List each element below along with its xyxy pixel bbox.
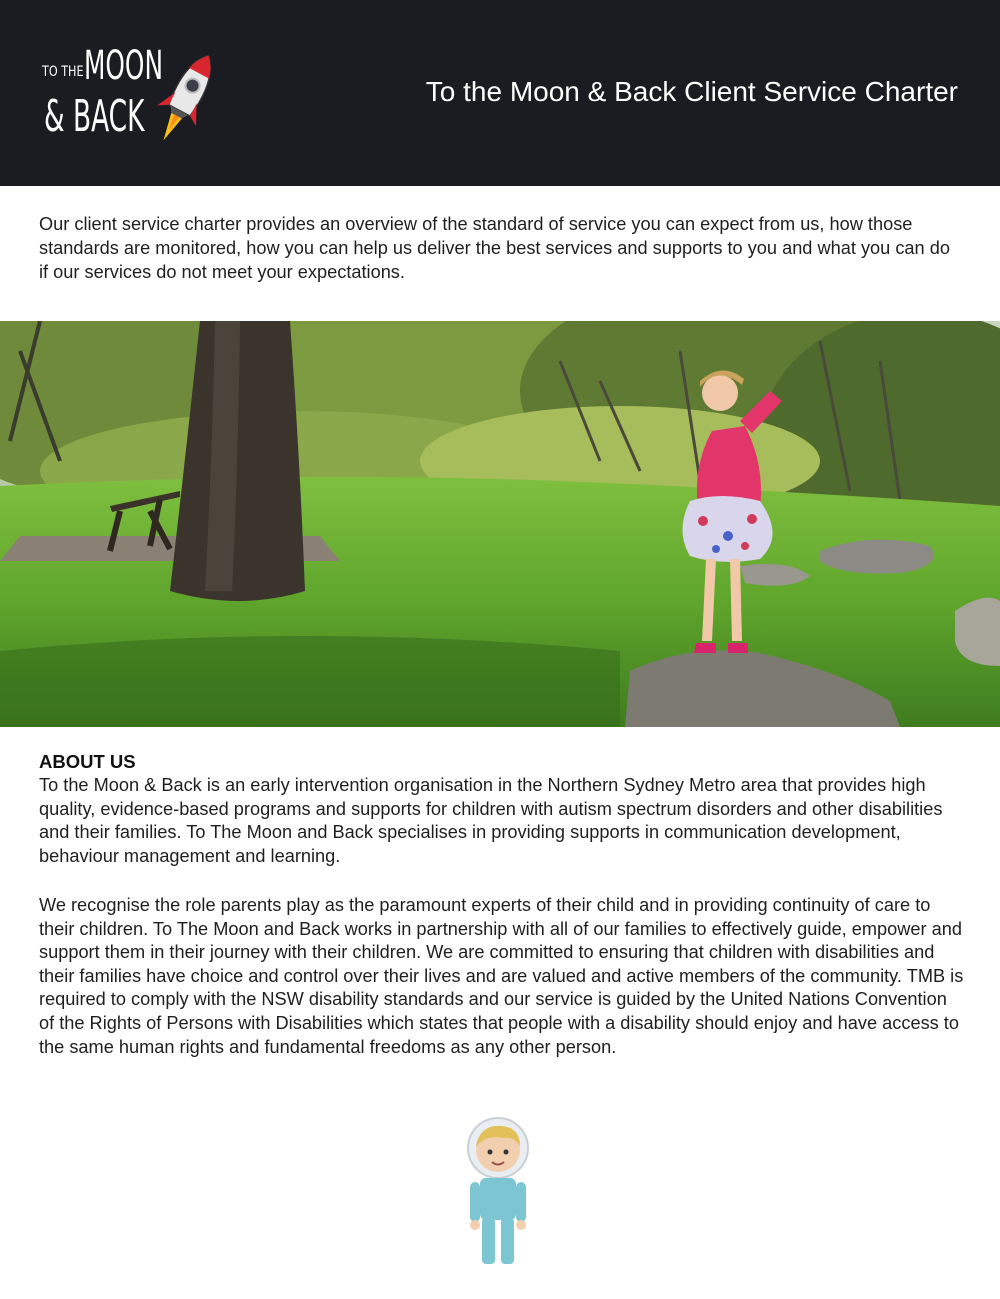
brand-logo xyxy=(38,42,218,152)
astronaut-icon xyxy=(458,1112,538,1270)
page-title: To the Moon & Back Client Service Charter xyxy=(425,76,958,107)
logo-text-moon: MOON xyxy=(84,43,163,89)
rocket-icon xyxy=(156,46,216,150)
about-paragraph-1: To the Moon & Back is an early intervention organisation in the Northern Sydney Metro area that provides high quality, evidence-based programs and supports for children with autism spectrum disorders and other disabilities and their families. To The Moon and Back specialises in providing supports in communication development, behaviour management and learning. xyxy=(39,775,943,866)
logo-text-back: & BACK xyxy=(44,91,145,142)
logo-text-small: TO THE xyxy=(42,64,84,80)
park-photo xyxy=(0,321,1000,727)
page-header xyxy=(0,0,1000,186)
intro-paragraph: Our client service charter provides an overview of the standard of service you can expect from us, how those standards are monitored, how you can help us deliver the best services and supports to you and what you can do if our services do not meet your expectations. xyxy=(39,214,950,282)
about-paragraph-2: We recognise the role parents play as the paramount experts of their child and in providing continuity of care to their children. To The Moon and Back works in partnership with all of our families to effectively guide, empower and support them in their journey with their children. We are committed to ensuring that children with disabilities and their families have choice and control over their lives and are valued and active members of the community. TMB is required to comply with the NSW disability standards and our service is guided by the United Nations Convention of the Rights of Persons with Disabilities which states that people with a disability should enjoy and have access to the same human rights and fundamental freedoms as any other person. xyxy=(39,895,964,1057)
about-us-heading: ABOUT US xyxy=(39,751,136,772)
